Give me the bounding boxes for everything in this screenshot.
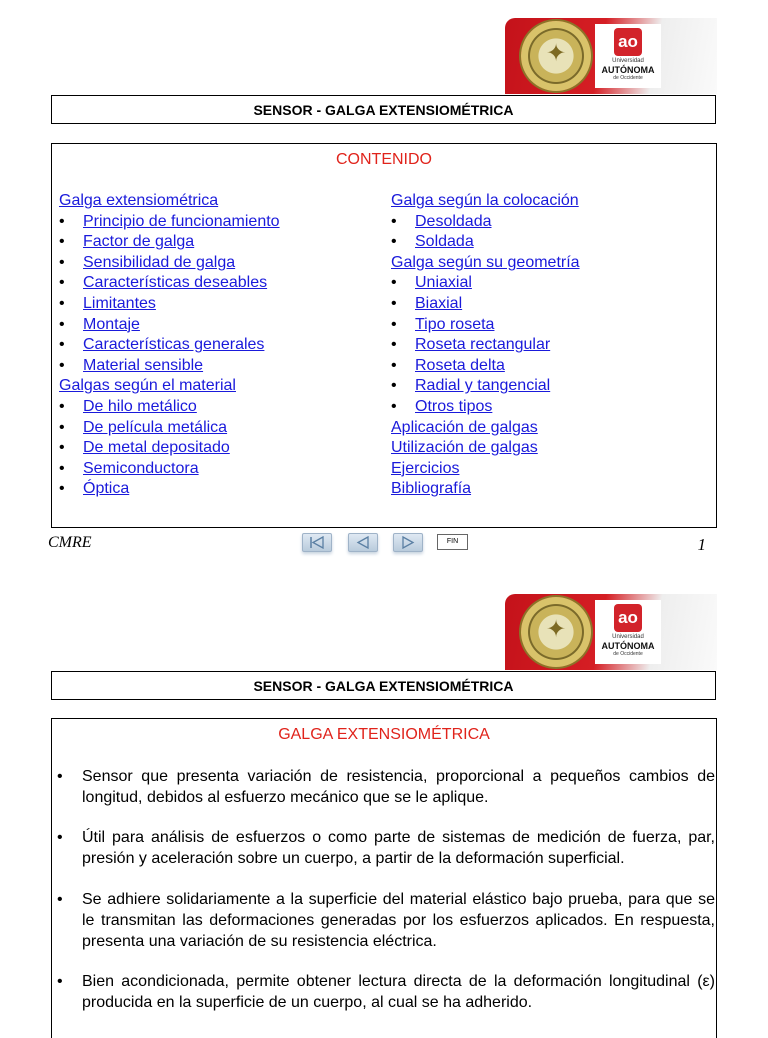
logo-line-3: de Occidente [613, 75, 643, 81]
contents-heading: CONTENIDO [336, 151, 432, 168]
paragraph-3 [57, 889, 715, 952]
contents-link[interactable]: Radial y tangencial [415, 377, 551, 395]
university-logo [595, 24, 661, 88]
bullet: • [57, 768, 63, 785]
logo-line-2: AUTÓNOMA [601, 641, 655, 651]
bullet: • [391, 315, 397, 333]
paragraph-text: Útil para análisis de esfuerzos o como parte de sistemas de medición de fuerza, par, presión y aceleración sobre un cuerpo, a partir de la deformación superficial. [82, 829, 715, 867]
contents-item [59, 335, 280, 356]
contents-item [59, 418, 280, 439]
paragraph-1 [57, 766, 715, 808]
logo-line-3: de Occidente [613, 651, 643, 657]
contents-item [59, 479, 280, 500]
contents-item [59, 232, 280, 253]
next-page-button[interactable] [393, 533, 423, 552]
contents-item [59, 315, 280, 336]
contents-item [391, 356, 580, 377]
page-number: 1 [697, 535, 706, 554]
university-logo [595, 600, 661, 664]
bullet: • [391, 397, 397, 415]
contents-link[interactable]: Material sensible [83, 356, 204, 374]
contents-item [59, 191, 280, 212]
contents-link[interactable]: Sensibilidad de galga [83, 253, 236, 271]
university-logo-banner [505, 18, 717, 94]
university-seal-icon: ✦ [521, 597, 591, 667]
contents-link[interactable]: Soldada [415, 233, 474, 251]
bullet: • [57, 973, 63, 990]
contents-item [59, 294, 280, 315]
slide-title: SENSOR - GALGA EXTENSIOMÉTRICA [51, 671, 716, 700]
contents-item [391, 273, 580, 294]
contents-item [391, 191, 580, 212]
bullet: • [391, 356, 397, 374]
bullet: • [59, 356, 65, 374]
contents-link[interactable]: De metal depositado [83, 439, 230, 457]
university-mark: ao [614, 604, 642, 632]
contents-item [391, 397, 580, 418]
bullet: • [391, 212, 397, 230]
contents-item [391, 418, 580, 439]
bullet: • [391, 377, 397, 395]
contents-box [51, 143, 717, 528]
contents-link[interactable]: Roseta delta [415, 356, 505, 374]
contents-item [391, 438, 580, 459]
contents-link[interactable]: Tipo roseta [415, 315, 495, 333]
contents-link[interactable]: Roseta rectangular [415, 336, 551, 354]
logo-line-1: Universidad [612, 634, 644, 640]
next-page-icon [398, 536, 418, 549]
prev-page-icon [353, 536, 373, 549]
bullet: • [59, 459, 65, 477]
previous-page-button[interactable] [348, 533, 378, 552]
contents-link[interactable]: Biaxial [415, 294, 463, 312]
bullet: • [59, 253, 65, 271]
contents-link[interactable]: Utilización de galgas [391, 439, 538, 457]
slide-2 [0, 575, 768, 1024]
logo-line-1: Universidad [612, 58, 644, 64]
bullet: • [391, 294, 397, 312]
contents-item [59, 212, 280, 233]
paragraph-2 [57, 827, 715, 869]
contents-item [391, 376, 580, 397]
contents-left-column [59, 191, 280, 500]
slide-title: SENSOR - GALGA EXTENSIOMÉTRICA [51, 95, 716, 124]
paragraph-4 [57, 971, 715, 1013]
contents-link[interactable]: Características generales [83, 336, 265, 354]
contents-link[interactable]: Ejercicios [391, 459, 460, 477]
contents-right-column [391, 191, 580, 500]
bullet: • [59, 480, 65, 498]
contents-item [391, 232, 580, 253]
contents-link[interactable]: Galga según la colocación [391, 192, 579, 209]
contents-item [59, 376, 280, 397]
contents-link[interactable]: Factor de galga [83, 233, 195, 251]
contents-item [391, 315, 580, 336]
contents-link[interactable]: Óptica [83, 480, 130, 498]
paragraph-text: Bien acondicionada, permite obtener lectura directa de la deformación longitudinal (ε) producida en la superficie de un cuerpo, al cual se ha adherido. [82, 973, 715, 1011]
contents-link[interactable]: De película metálica [83, 418, 228, 436]
first-page-icon [307, 536, 327, 549]
contents-item [59, 459, 280, 480]
footer-author: CMRE [48, 534, 92, 551]
fin-button[interactable]: FIN [437, 534, 468, 550]
section-heading: GALGA EXTENSIOMÉTRICA [278, 726, 490, 743]
contents-link[interactable]: Montaje [83, 315, 140, 333]
contents-item [59, 273, 280, 294]
bullet: • [59, 294, 65, 312]
contents-link[interactable]: Características deseables [83, 274, 268, 292]
contents-item [59, 253, 280, 274]
bullet: • [59, 315, 65, 333]
paragraph-text: Sensor que presenta variación de resistencia, proporcional a pequeños cambios de longitud, debidos al esfuerzo mecánico que se le aplique. [82, 768, 715, 806]
contents-link[interactable]: Galga según su geometría [391, 253, 580, 271]
bullet: • [59, 233, 65, 251]
contents-link[interactable]: Limitantes [83, 294, 156, 312]
contents-link[interactable]: Semiconductora [83, 459, 199, 477]
bullet: • [59, 212, 65, 230]
bullet: • [59, 439, 65, 457]
university-seal-icon: ✦ [521, 21, 591, 91]
bullet: • [57, 891, 63, 908]
contents-item [391, 212, 580, 233]
contents-link[interactable]: Otros tipos [415, 397, 493, 415]
contents-link[interactable]: De hilo metálico [83, 397, 197, 415]
logo-line-2: AUTÓNOMA [601, 65, 655, 75]
contents-link[interactable]: Desoldada [415, 212, 492, 230]
contents-link[interactable]: Galga extensiométrica [59, 192, 219, 209]
contents-item [391, 294, 580, 315]
bullet: • [391, 233, 397, 251]
bullet: • [59, 336, 65, 354]
bullet: • [59, 274, 65, 292]
contents-item [59, 438, 280, 459]
bullet: • [59, 397, 65, 415]
contents-link[interactable]: Aplicación de galgas [391, 418, 538, 436]
contents-link[interactable]: Galgas según el material [59, 377, 236, 395]
contents-item [391, 479, 580, 500]
bullet: • [391, 274, 397, 292]
contents-link[interactable]: Bibliografía [391, 480, 472, 498]
contents-item [391, 459, 580, 480]
contents-link[interactable]: Uniaxial [415, 274, 472, 292]
bullet: • [57, 829, 63, 846]
university-mark: ao [614, 28, 642, 56]
bullet: • [59, 418, 65, 436]
bullet: • [391, 336, 397, 354]
contents-item [59, 356, 280, 377]
contents-link[interactable]: Principio de funcionamiento [83, 212, 280, 230]
first-page-button[interactable] [302, 533, 332, 552]
contents-item [391, 335, 580, 356]
contents-item [59, 397, 280, 418]
contents-item [391, 253, 580, 274]
paragraph-text: Se adhiere solidariamente a la superficie del material elástico bajo prueba, para que se le transmitan las deformaciones generadas por los esfuerzos aplicados. En respuesta, presenta una variación de su resistencia eléctrica. [82, 891, 715, 950]
university-logo-banner [505, 594, 717, 670]
